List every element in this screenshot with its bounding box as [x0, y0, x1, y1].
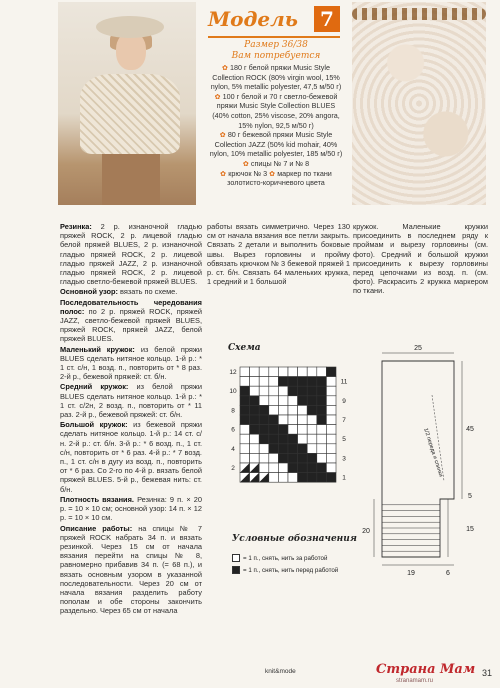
material-item: ✿ 100 г белой и 70 г светло-бежевой пряжи Music Style Collection BLUES (40% cotton, 25% viscose, 20% angora, 15% nylon, 92,5 м/50 г) — [212, 91, 340, 130]
instruction-heading: Описание работы: — [60, 523, 133, 533]
instruction-text: из бежевой пряжи сделать нитяное кольцо. 1-й р.: 14 ст. с/н. 2-й р.: ст. б/н. 3-й р.: * 6 возд. п., 1 ст. с/н, повторить от * 6 раз. 4-й р.: * 7 возд. п., 1 ст. с/н в дугу из возд. п., повторить от * 6 раз. Со 2-го по 4-й р. вязать белой пряжей BLUES. 5-й р., бежевая нить: ст. б/н. — [60, 420, 202, 494]
stitch-cell — [240, 405, 250, 415]
hat-shape — [96, 16, 164, 38]
instruction-heading: Большой кружок: — [60, 420, 128, 430]
instruction-paragraph — [60, 382, 202, 419]
stitch-cell — [278, 434, 288, 444]
stitch-cell — [288, 415, 298, 425]
watermark-sub: stranamam.ru — [396, 678, 434, 684]
model-heading — [208, 6, 340, 34]
stitch-cell — [278, 453, 288, 463]
stitch-cell — [259, 453, 269, 463]
dim-top: 25 — [414, 345, 422, 352]
stitch-cell — [259, 415, 269, 425]
stitch-cell — [288, 377, 298, 387]
stitch-cell — [288, 386, 298, 396]
stitch-cell — [288, 396, 298, 406]
instructions-column-2 — [207, 222, 350, 287]
stitch-cell — [317, 425, 327, 435]
row-number: 10 — [229, 388, 237, 396]
stitch-cell — [278, 386, 288, 396]
stitch-cell — [307, 367, 317, 377]
legend-square-icon — [232, 554, 240, 562]
dim-right-upper: 45 — [466, 426, 474, 433]
stitch-cell — [326, 463, 336, 473]
instruction-text: на спицы № 7 пряжей ROCK набрать 34 п. и вязать резинкой. Через 15 см от начала вязания перейти на спицы № 8, равномерно прибавив 34 п. (= 68 п.), и вязать основным узором в указанной последовательности. Через 20 см от начала вязания разделить работу пополам и обе стороны закончить раздельно. Через 65 см от начала — [60, 523, 202, 616]
stitch-cell — [317, 377, 327, 387]
stitch-cell — [250, 434, 260, 444]
stitch-cell — [326, 425, 336, 435]
instruction-paragraph — [60, 420, 202, 494]
flower-bullet-icon: ✿ — [214, 91, 221, 101]
stitch-cell — [240, 444, 250, 454]
stitch-cell — [307, 415, 317, 425]
dim-left-lower: 20 — [362, 528, 370, 535]
stitch-cell — [259, 405, 269, 415]
instruction-paragraph — [353, 222, 488, 296]
stitch-cell — [326, 377, 336, 387]
stitch-cell — [278, 367, 288, 377]
instruction-heading: Основной узор: — [60, 287, 118, 297]
materials-block — [208, 40, 344, 188]
stitch-cell — [250, 396, 260, 406]
stitch-cell — [250, 453, 260, 463]
stitch-cell — [269, 453, 279, 463]
instruction-text: из белой пряжи BLUES сделать нитяное кольцо. 1-й р.: * 1 ст. с/2н, 2 возд. п., повторить от * 11 раз. 2-й р., бежевой пряжей: ст. б/н. — [60, 382, 202, 420]
instruction-paragraph — [60, 524, 202, 616]
stitch-cell — [288, 453, 298, 463]
stitch-cell — [259, 377, 269, 387]
stitch-cell — [288, 444, 298, 454]
beads-shape — [352, 8, 486, 20]
skirt-shape — [102, 154, 160, 205]
stitch-cell — [240, 396, 250, 406]
row-number: 2 — [231, 465, 235, 472]
stitch-cell — [240, 415, 250, 425]
flower-bullet-icon: ✿ — [219, 130, 226, 140]
stitch-cell — [250, 444, 260, 454]
stitch-cell — [259, 463, 269, 473]
instruction-heading: Плотность вязания. — [60, 494, 134, 504]
instruction-text: Резинка: 9 п. × 20 р. = 10 × 10 см; основной узор: 14 п. × 12 р. = 10 × 10 см. — [60, 494, 202, 523]
stitch-cell — [278, 415, 288, 425]
garment-outline — [382, 361, 454, 557]
stitch-cell — [288, 425, 298, 435]
model-photo — [58, 2, 196, 205]
stitch-cell — [240, 434, 250, 444]
stitch-cell — [317, 396, 327, 406]
stitch-cell — [259, 386, 269, 396]
stitch-cell — [259, 396, 269, 406]
stitch-cell — [307, 434, 317, 444]
legend-dark-square-icon — [232, 566, 240, 574]
stitch-cell — [298, 425, 308, 435]
stitch-cell — [326, 453, 336, 463]
row-number: 8 — [231, 407, 235, 415]
instruction-paragraph — [60, 222, 202, 286]
stitch-cell — [326, 473, 336, 483]
stitch-cell — [269, 425, 279, 435]
stitch-cell — [278, 377, 288, 387]
instruction-text: работы вязать симметрично. Через 130 см от начала вязания все петли закрыть. Связать 2 детали и выполнить боковые швы. Вырез горловины и пройму обвязать крючком № 3 бежевой пряжей 1 р. ст. б/н. Связать 64 маленьких кружка, 1 средний и 1 большой — [207, 222, 350, 287]
stitch-cell — [250, 377, 260, 387]
material-item: ✿ крючок № 3 ✿ маркер по ткани золотисто-коричневого цвета — [220, 168, 332, 188]
instruction-paragraph — [60, 345, 202, 382]
stitch-cell — [326, 415, 336, 425]
need-line: Вам потребуется — [231, 51, 321, 61]
stitch-cell — [269, 377, 279, 387]
legend-item: = 1 п., снять, нить перед работой — [232, 566, 338, 574]
legend-item: = 1 п., снять, нить за работой — [232, 554, 327, 562]
instruction-heading: Последовательность чередования полос: — [60, 297, 202, 316]
stitch-cell — [250, 386, 260, 396]
instruction-text: из белой пряжи BLUES сделать нитяное кольцо. 1-й р.: * 1 ст. с/н, 1 возд. п., повторить от * 8 раз. 2-й р., бежевой пряжей: ст. б/н. — [60, 344, 202, 382]
stitch-cell — [269, 367, 279, 377]
stitch-cell — [259, 367, 269, 377]
stitch-cell — [269, 405, 279, 415]
legend-title: Условные обозначения — [232, 534, 357, 544]
stitch-cell — [307, 453, 317, 463]
stitch-cell — [317, 463, 327, 473]
stitch-cell — [250, 367, 260, 377]
stitch-cell — [298, 367, 308, 377]
footer-brand: knit&mode — [265, 668, 296, 675]
row-number: 7 — [342, 417, 346, 424]
stitch-cell — [278, 473, 288, 483]
stitch-cell — [298, 444, 308, 454]
stitch-cell — [240, 425, 250, 435]
stitch-cell — [269, 444, 279, 454]
stitch-cell — [307, 444, 317, 454]
stitch-cell — [298, 415, 308, 425]
instruction-heading: Резинка: — [60, 222, 92, 231]
row-number: 12 — [229, 369, 237, 376]
stitch-cell — [307, 425, 317, 435]
stitch-cell — [278, 405, 288, 415]
stitch-cell — [326, 396, 336, 406]
size-line: Размер 36/38 — [244, 40, 308, 50]
stitch-cell — [259, 444, 269, 454]
stitch-cell — [298, 396, 308, 406]
stitch-cell — [298, 405, 308, 415]
dim-bottom-right: 6 — [446, 570, 450, 577]
stitch-cell — [278, 444, 288, 454]
stitch-cell — [298, 463, 308, 473]
stitch-cell — [307, 405, 317, 415]
stitch-cell — [288, 434, 298, 444]
instruction-text: кружок. Маленькие кружки присоединить в последнем ряду к проймам и вырезу горловины (см. фото). Средний и большой кружки присоединить к вырезу горловины перед цепочками из возд. п. (см. фото). Раскрасить 2 кружка маркером по ткани. — [353, 222, 488, 296]
stitch-cell — [317, 405, 327, 415]
stitch-cell — [317, 453, 327, 463]
stitch-cell — [250, 425, 260, 435]
flower-bullet-icon: ✿ — [222, 63, 229, 72]
material-item: ✿ спицы № 7 и № 8 — [242, 158, 310, 168]
flower-bullet-icon: ✿ — [242, 158, 249, 168]
flower-bullet-icon: ✿ — [220, 168, 227, 178]
flower-bullet-icon: ✿ — [269, 168, 276, 178]
row-number: 5 — [342, 436, 346, 444]
stitch-cell — [326, 434, 336, 444]
stitch-cell — [307, 463, 317, 473]
instruction-paragraph — [207, 222, 350, 286]
dim-bottom-left: 19 — [407, 570, 415, 577]
instruction-heading: Маленький кружок: — [60, 344, 135, 354]
stitch-cell — [298, 473, 308, 483]
page-number: 31 — [482, 668, 493, 678]
stitch-cell — [240, 386, 250, 396]
material-item: ✿ 80 г бежевой пряжи Music Style Collection JAZZ (50% kid mohair, 40% nylon, 10% metallic polyester, 185 м/50 г) — [209, 130, 343, 159]
stitch-cell — [240, 367, 250, 377]
stitch-cell — [326, 367, 336, 377]
stitch-cell — [326, 405, 336, 415]
stitch-cell — [317, 473, 327, 483]
sweater-shape — [80, 74, 180, 154]
stitch-cell — [298, 377, 308, 387]
row-number: 3 — [342, 455, 346, 463]
stitch-cell — [317, 386, 327, 396]
model-number-badge: 7 — [314, 6, 340, 32]
stitch-cell — [259, 425, 269, 435]
stitch-cell — [240, 453, 250, 463]
stitch-cell — [307, 386, 317, 396]
stitch-cell — [278, 396, 288, 406]
watermark: Страна Мам — [376, 662, 476, 677]
stitch-cell — [278, 463, 288, 473]
stitch-cell — [317, 444, 327, 454]
instruction-heading: Средний кружок: — [60, 382, 129, 392]
instruction-paragraph — [60, 298, 202, 344]
stitch-cell — [288, 367, 298, 377]
stitch-cell — [269, 415, 279, 425]
stitch-cell — [326, 444, 336, 454]
row-number: 11 — [340, 378, 348, 386]
row-number: 6 — [231, 426, 235, 434]
stitch-cell — [317, 367, 327, 377]
stitch-cell — [298, 434, 308, 444]
instructions-column-3 — [353, 222, 488, 297]
instruction-paragraph — [60, 287, 202, 296]
instruction-text: по 2 р. пряжей ROCK, пряжей JAZZ, светло-бежевой пряжей BLUES, пряжей ROCK, пряжей JAZZ, белой пряжей BLUES. — [60, 306, 202, 344]
row-number: 1 — [342, 474, 346, 482]
half-label: 1/2 переда и спинки — [422, 427, 444, 478]
row-number: 9 — [342, 397, 346, 405]
stitch-cell — [269, 463, 279, 473]
stitch-cell — [269, 386, 279, 396]
stitch-cell — [269, 473, 279, 483]
stitch-cell — [307, 377, 317, 387]
stitch-cell — [288, 473, 298, 483]
stitch-cell — [307, 473, 317, 483]
lace-detail-photo — [352, 2, 486, 205]
stitch-cell — [278, 425, 288, 435]
stitch-cell — [240, 377, 250, 387]
dim-right-mid: 5 — [468, 493, 472, 500]
stitch-cell — [288, 463, 298, 473]
instruction-text: 2 р. изнаночной гладью пряжей ROCK, 2 р. лицевой гладью белой пряжей BLUES, 2 р. изнаночной гладью пряжей ROCK, 2 р. лицевой гладью пряжей JAZZ, 2 р. изнаночной гладью пряжей ROCK, 2 р. лицевой гладью светло-бежевой пряжей BLUES. — [60, 222, 202, 287]
stitch-cell — [259, 434, 269, 444]
stitch-cell — [269, 434, 279, 444]
stitch-cell — [317, 434, 327, 444]
instructions-column-1 — [60, 222, 202, 617]
material-item: ✿ 180 г белой пряжи Music Style Collection ROCK (80% virgin wool, 15% nylon, 5% metallic polyester, 47,5 м/50 г) — [210, 63, 342, 92]
schema-title: Схема — [228, 343, 261, 353]
model-title: Модель — [208, 7, 298, 31]
heading-divider — [208, 36, 340, 38]
stitch-cell — [298, 386, 308, 396]
stitch-cell — [288, 405, 298, 415]
row-number: 4 — [231, 445, 235, 453]
stitch-cell — [250, 415, 260, 425]
stitch-cell — [298, 453, 308, 463]
instruction-paragraph — [60, 495, 202, 523]
instruction-text: вязать по схеме. — [120, 287, 178, 297]
dim-right-lower: 15 — [466, 526, 474, 533]
stitch-cell — [269, 396, 279, 406]
stitch-cell — [307, 396, 317, 406]
stitch-cell — [250, 405, 260, 415]
stitch-cell — [317, 415, 327, 425]
stitch-cell — [326, 386, 336, 396]
